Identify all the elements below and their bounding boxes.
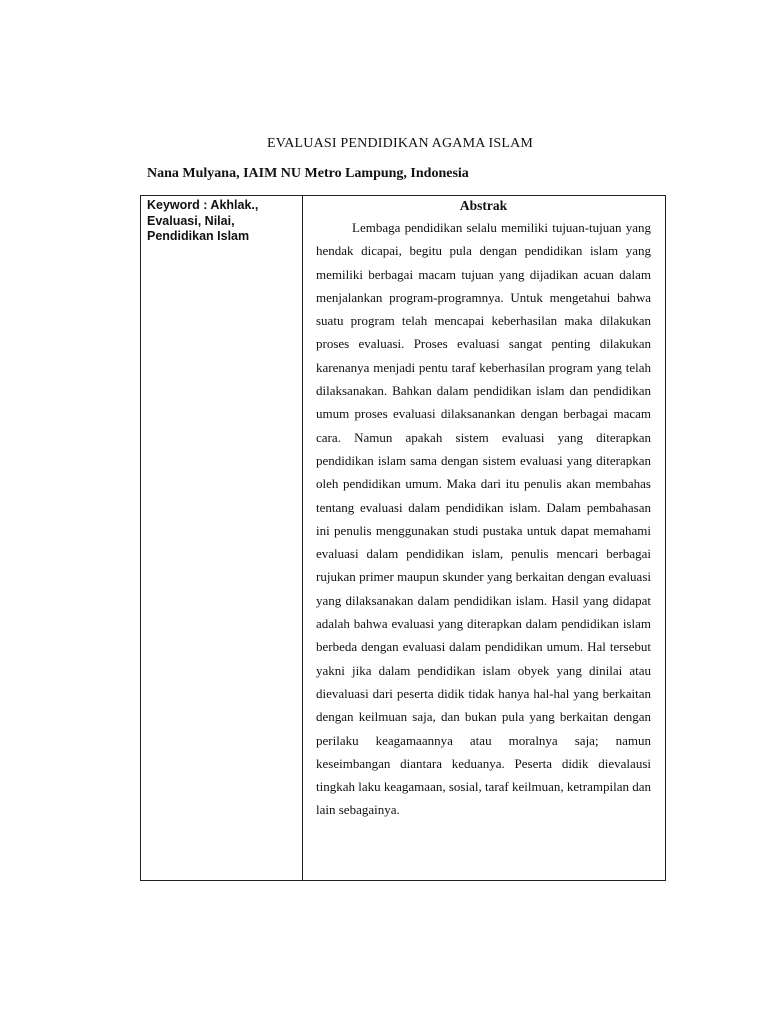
abstract-body: Lembaga pendidikan selalu memiliki tujuan-tujuan yang hendak dicapai, begitu pula dengan pendidikan islam yang memiliki berbagai macam tujuan yang dijadikan acuan dalam menjalankan program-programnya. Untuk mengetahui bahwa suatu program telah mencapai keberhasilan maka dilakukan proses evaluasi. Proses evaluasi sangat penting dilakukan karenanya menjadi pentu taraf keberhasilan program yang telah dilaksanakan. Bahkan dalam pendidikan islam dan pendidikan umum proses evaluasi dilaksanankan dengan berbagai macam cara. Namun apakah sistem evaluasi yang diterapkan pendidikan islam sama dengan sistem evaluasi yang diterapkan oleh pendidikan umum. Maka dari itu penulis akan membahas tentang evaluasi dalam pendidikan islam. Dalam pembahasan ini penulis menggunakan studi pustaka untuk dapat memahami evaluasi dalam pendidikan islam, penulis mencari berbagai rujukan primer maupun skunder yang berkaitan dengan evaluasi yang dilaksanakan dalam pendidikan islam. Hasil yang didapat adalah bahwa evaluasi yang diterapkan dalam pendidikan islam berbeda dengan evaluasi dalam pendidikan umum. Hal tersebut yakni jika dalam pendidikan islam obyek yang dinilai atau dievaluasi dari peserta didik tidak hanya hal-hal yang berkaitan dengan keilmuan saja, dan bukan pula yang berkaitan dengan perilaku keagamaannya atau moralnya saja; namun keseimbangan diantara keduanya. Peserta didik dievalausi tingkah laku keagamaan, sosial, taraf keilmuan, ketrampilan dan lain sebagainya. — [316, 220, 651, 818]
keywords-text: Keyword : Akhlak., Evaluasi, Nilai, Pendidikan Islam — [147, 198, 259, 243]
keywords-cell — [141, 196, 303, 880]
page-title: EVALUASI PENDIDIKAN AGAMA ISLAM — [266, 136, 534, 151]
abstract-cell — [303, 196, 665, 880]
abstract-heading: Abstrak — [459, 198, 508, 213]
author-affiliation: Nana Mulyana, IAIM NU Metro Lampung, Indonesia — [147, 166, 469, 181]
abstract-table — [140, 195, 666, 881]
